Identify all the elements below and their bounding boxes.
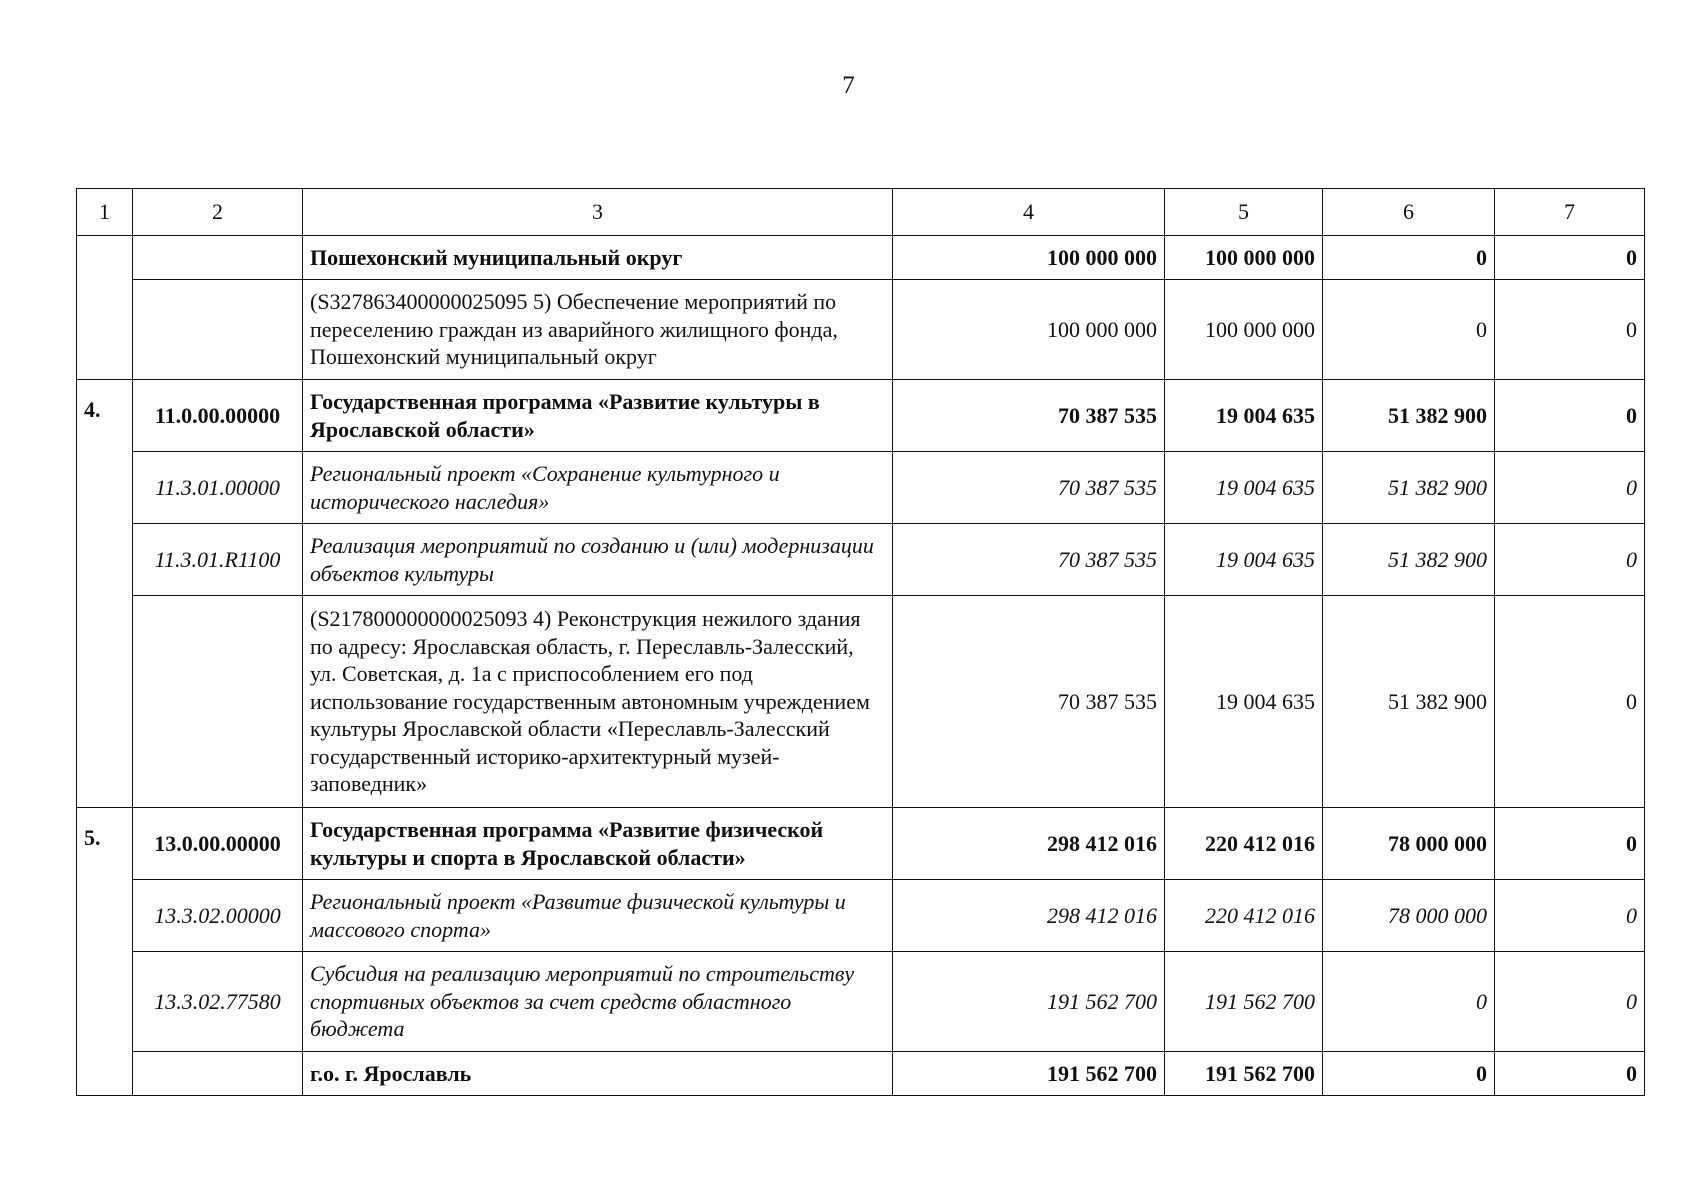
value-col5: 100 000 000	[1165, 236, 1323, 280]
column-header: 7	[1495, 189, 1645, 236]
row-index-cell	[77, 236, 133, 380]
name-cell: г.о. г. Ярославль	[303, 1052, 893, 1096]
name-cell: Государственная программа «Развитие физической культуры и спорта в Ярославской области»	[303, 808, 893, 880]
table-row	[77, 452, 1645, 524]
table-row	[77, 880, 1645, 952]
table-row	[77, 524, 1645, 596]
code-cell	[133, 280, 303, 380]
code-cell	[133, 1052, 303, 1096]
code-cell: 11.0.00.00000	[133, 380, 303, 452]
value-col6: 78 000 000	[1323, 880, 1495, 952]
code-cell: 11.3.01.00000	[133, 452, 303, 524]
name-cell: (S217800000000025093 4) Реконструкция нежилого здания по адресу: Ярославская область, г. Переславль-Залесский, ул. Советская, д. 1а с приспособлением его под использование государственным автономным учреждением культуры Ярославской области «Переславль-Залесский государственный историко-архитектурный музей-заповедник»	[303, 596, 893, 808]
code-cell: 13.0.00.00000	[133, 808, 303, 880]
value-col5: 19 004 635	[1165, 380, 1323, 452]
table-row	[77, 808, 1645, 880]
page-number: 7	[842, 72, 855, 99]
table-row	[77, 280, 1645, 380]
code-cell: 13.3.02.77580	[133, 952, 303, 1052]
value-col7: 0	[1495, 596, 1645, 808]
value-col7: 0	[1495, 880, 1645, 952]
value-col7: 0	[1495, 236, 1645, 280]
value-col5: 220 412 016	[1165, 880, 1323, 952]
value-col4: 100 000 000	[893, 236, 1165, 280]
row-index-cell: 5.	[77, 808, 133, 1096]
name-cell: Государственная программа «Развитие культуры в Ярославской области»	[303, 380, 893, 452]
value-col6: 0	[1323, 280, 1495, 380]
value-col7: 0	[1495, 280, 1645, 380]
value-col6: 51 382 900	[1323, 452, 1495, 524]
name-cell: (S327863400000025095 5) Обеспечение мероприятий по переселению граждан из аварийного жилищного фонда, Пошехонский муниципальный округ	[303, 280, 893, 380]
value-col5: 220 412 016	[1165, 808, 1323, 880]
table-row	[77, 952, 1645, 1052]
column-header: 3	[303, 189, 893, 236]
code-cell: 13.3.02.00000	[133, 880, 303, 952]
value-col7: 0	[1495, 380, 1645, 452]
value-col5: 19 004 635	[1165, 524, 1323, 596]
value-col4: 298 412 016	[893, 880, 1165, 952]
value-col7: 0	[1495, 524, 1645, 596]
value-col4: 191 562 700	[893, 952, 1165, 1052]
table-row	[77, 596, 1645, 808]
value-col7: 0	[1495, 952, 1645, 1052]
name-cell: Региональный проект «Сохранение культурного и исторического наследия»	[303, 452, 893, 524]
value-col4: 100 000 000	[893, 280, 1165, 380]
value-col6: 0	[1323, 1052, 1495, 1096]
value-col6: 51 382 900	[1323, 596, 1495, 808]
value-col6: 51 382 900	[1323, 380, 1495, 452]
value-col4: 70 387 535	[893, 452, 1165, 524]
budget-table	[76, 188, 1645, 1096]
value-col7: 0	[1495, 452, 1645, 524]
value-col4: 191 562 700	[893, 1052, 1165, 1096]
value-col7: 0	[1495, 1052, 1645, 1096]
column-header: 5	[1165, 189, 1323, 236]
value-col6: 0	[1323, 952, 1495, 1052]
table-row	[77, 380, 1645, 452]
column-header: 6	[1323, 189, 1495, 236]
code-cell: 11.3.01.R1100	[133, 524, 303, 596]
column-header: 4	[893, 189, 1165, 236]
value-col6: 78 000 000	[1323, 808, 1495, 880]
value-col4: 70 387 535	[893, 596, 1165, 808]
name-cell: Региональный проект «Развитие физической культуры и массового спорта»	[303, 880, 893, 952]
name-cell: Пошехонский муниципальный округ	[303, 236, 893, 280]
table-row	[77, 236, 1645, 280]
value-col6: 51 382 900	[1323, 524, 1495, 596]
value-col5: 19 004 635	[1165, 596, 1323, 808]
value-col4: 298 412 016	[893, 808, 1165, 880]
value-col4: 70 387 535	[893, 524, 1165, 596]
value-col4: 70 387 535	[893, 380, 1165, 452]
code-cell	[133, 596, 303, 808]
value-col5: 100 000 000	[1165, 280, 1323, 380]
name-cell: Субсидия на реализацию мероприятий по строительству спортивных объектов за счет средств областного бюджета	[303, 952, 893, 1052]
value-col7: 0	[1495, 808, 1645, 880]
column-header: 2	[133, 189, 303, 236]
table-header-row	[77, 189, 1645, 236]
table-row	[77, 1052, 1645, 1096]
name-cell: Реализация мероприятий по созданию и (или) модернизации объектов культуры	[303, 524, 893, 596]
value-col6: 0	[1323, 236, 1495, 280]
value-col5: 191 562 700	[1165, 952, 1323, 1052]
value-col5: 19 004 635	[1165, 452, 1323, 524]
column-header: 1	[77, 189, 133, 236]
row-index-cell: 4.	[77, 380, 133, 808]
code-cell	[133, 236, 303, 280]
value-col5: 191 562 700	[1165, 1052, 1323, 1096]
